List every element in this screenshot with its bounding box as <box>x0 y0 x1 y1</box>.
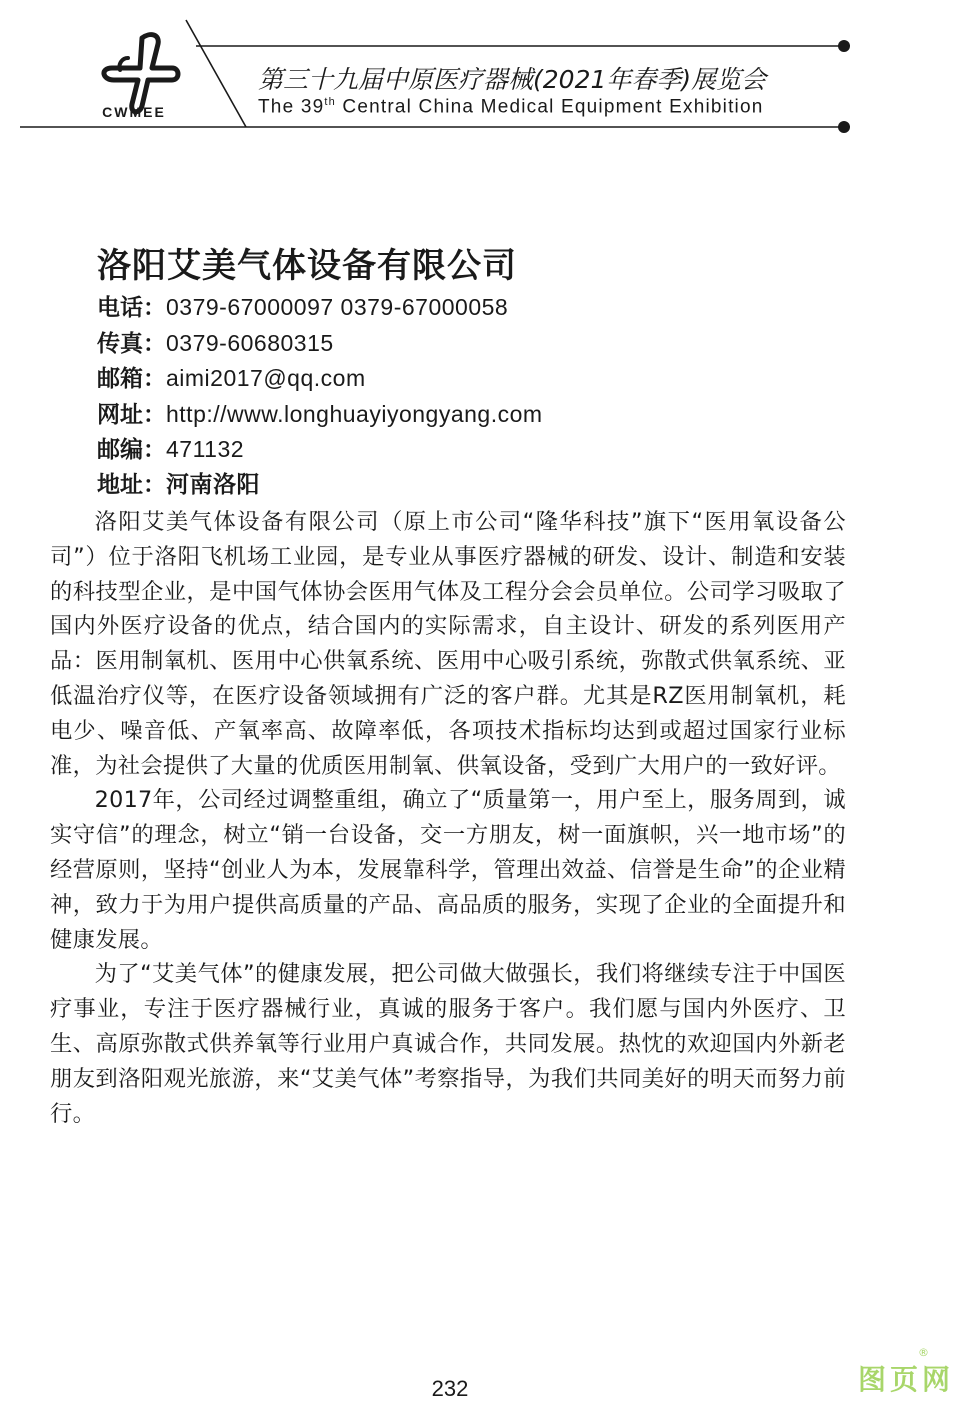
info-value: aimi2017@qq.com <box>166 365 366 391</box>
info-postcode <box>97 432 543 468</box>
title-en-sup: th <box>324 96 336 108</box>
info-label: 网址： <box>97 401 166 428</box>
paragraph: 为了“艾美气体”的健康发展，把公司做大做强长，我们将继续专注于中国医疗事业，专注于医疗器械行业，真诚的服务于客户。我们愿与国内外医疗、卫生、高原弥散式供养氧等行业用户真诚合作，共同发展。热忱的欢迎国内外新老朋友到洛阳观光旅游，来“艾美气体”考察指导，为我们共同美好的明天而努力前行。 <box>50 961 846 1127</box>
info-value: 0379-60680315 <box>166 329 334 356</box>
info-fax <box>97 326 543 362</box>
info-value: 0379-67000097 0379-67000058 <box>166 294 509 320</box>
watermark-text: 图页网 <box>858 1363 955 1396</box>
info-address <box>97 468 543 504</box>
info-label: 电话： <box>97 295 166 321</box>
company-name: 洛阳艾美气体设备有限公司 <box>97 246 517 286</box>
info-value: 471132 <box>166 436 245 462</box>
info-website <box>97 397 543 433</box>
logo-text: CWMEE <box>102 104 166 120</box>
info-value: 河南洛阳 <box>166 471 260 498</box>
page-header <box>0 0 980 140</box>
exhibition-title-en <box>258 96 764 118</box>
info-label: 传真： <box>97 330 166 357</box>
info-label: 邮箱： <box>97 366 166 392</box>
info-label: 邮编： <box>97 437 166 463</box>
company-description <box>50 505 846 1131</box>
info-label: 地址： <box>97 471 166 498</box>
title-en-post: Central China Medical Equipment Exhibition <box>335 96 764 118</box>
info-phone <box>97 290 543 326</box>
paragraph: 洛阳艾美气体设备有限公司（原上市公司“隆华科技”旗下“医用氧设备公司”）位于洛阳飞机场工业园，是专业从事医疗器械的研发、设计、制造和安装的科技型企业，是中国气体协会医用气体及工程分会会员单位。公司学习吸取了国内外医疗设备的优点，结合国内的实际需求，自主设计、研发的系列医用产品：医用制氧机、医用中心供氧系统、医用中心吸引系统，弥散式供氧系统、亚低温治疗仪等，在医疗设备领域拥有广泛的客户群。尤其是RZ医用制氧机，耗电少、噪音低、产氧率高、故障率低，各项技术指标均达到或超过国家行业标准，为社会提供了大量的优质医用制氧、供氧设备，受到广大用户的一致好评。 <box>50 509 846 779</box>
title-en-pre: The 39 <box>258 96 325 118</box>
info-email <box>97 361 543 397</box>
watermark-registered-mark: ® <box>918 1346 929 1359</box>
paragraph: 2017年，公司经过调整重组，确立了“质量第一，用户至上，服务周到，诚实守信”的理念，树立“销一台设备，交一方朋友，树一面旗帜，兴一地市场”的经营原则，坚持“创业人为本，发展靠科学，管理出效益、信誉是生命”的企业精神，致力于为用户提供高质量的产品、高品质的服务，实现了企业的全面提升和健康发展。 <box>50 787 846 953</box>
exhibition-title-cn: 第三十九届中原医疗器械(2021年春季)展览会 <box>258 65 767 94</box>
page-number: 232 <box>431 1376 469 1401</box>
contact-info <box>97 290 543 503</box>
info-value: http://www.longhuayiyongyang.com <box>166 400 543 427</box>
